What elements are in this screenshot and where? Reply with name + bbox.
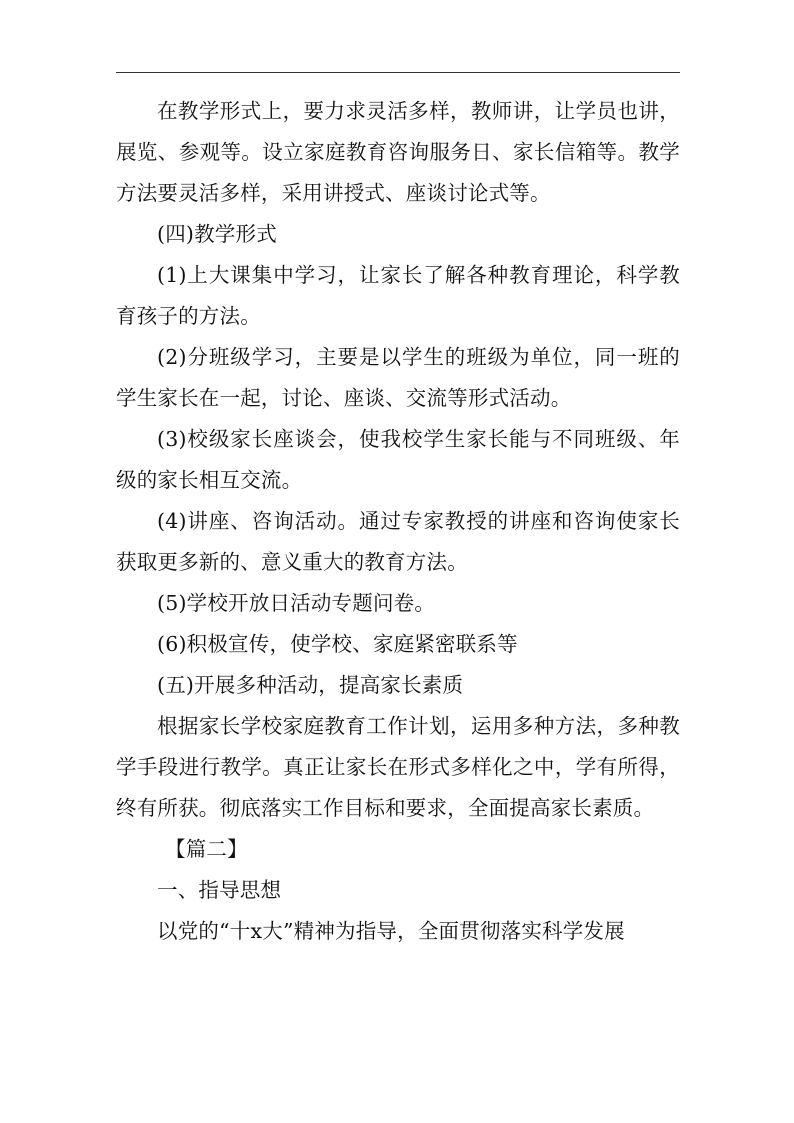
section-heading-four: (四)教学形式	[157, 222, 277, 246]
paragraph-activities: 根据家长学校家庭教育工作计划，运用多种方法，多种教学手段进行教学。真正让家长在形式多样化之中，学有所得，终有所获。彻底落实工作目标和要求，全面提高家长素质。	[116, 714, 680, 820]
header-rule	[116, 72, 680, 73]
list-item-5: (5)学校开放日活动专题问卷。	[157, 591, 436, 615]
list-item-4: (4)讲座、咨询活动。通过专家教授的讲座和咨询使家长获取更多新的、意义重大的教育方法。	[116, 509, 680, 574]
paragraph-guiding-ideology: 以党的“十x大”精神为指导，全面贯彻落实科学发展	[157, 919, 625, 943]
section-heading-guiding-ideology: 一、指导思想	[157, 878, 282, 902]
part-heading-two: 【篇二】	[165, 837, 248, 861]
document-body	[116, 91, 680, 952]
list-item-6: (6)积极宣传，使学校、家庭紧密联系等	[157, 632, 518, 656]
list-item-2: (2)分班级学习，主要是以学生的班级为单位，同一班的学生家长在一起，讨论、座谈、交流等形式活动。	[116, 345, 680, 410]
section-heading-five: (五)开展多种活动，提高家长素质	[157, 673, 464, 697]
list-item-1: (1)上大课集中学习，让家长了解各种教育理论，科学教育孩子的方法。	[116, 263, 680, 328]
list-item-3: (3)校级家长座谈会，使我校学生家长能与不同班级、年级的家长相互交流。	[116, 427, 680, 492]
paragraph-teaching-form-intro: 在教学形式上，要力求灵活多样，教师讲，让学员也讲，展览、参观等。设立家庭教育咨询服务日、家长信箱等。教学方法要灵活多样，采用讲授式、座谈讨论式等。	[116, 99, 680, 205]
